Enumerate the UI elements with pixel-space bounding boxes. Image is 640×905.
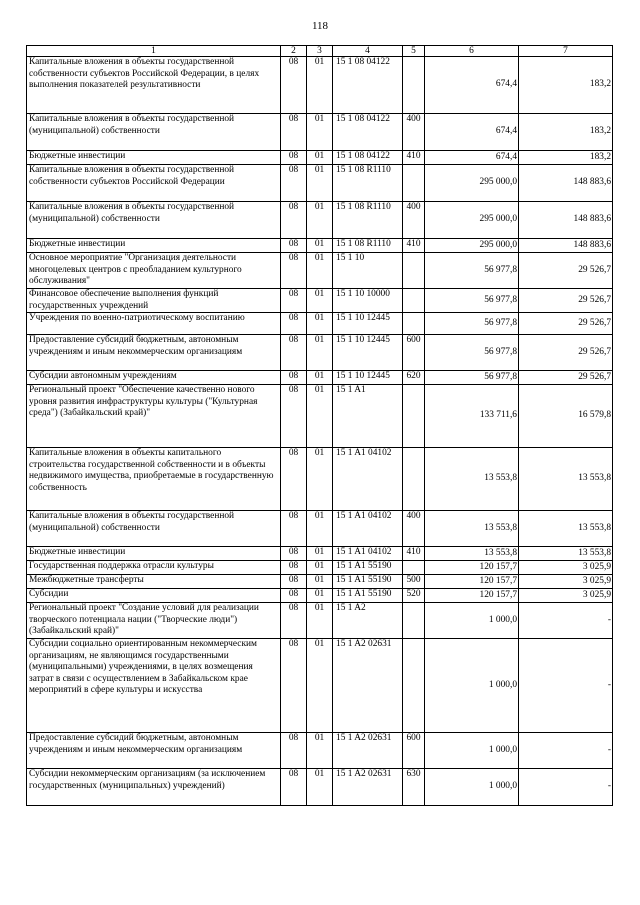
row-amount-planned: 56 977,8	[425, 289, 519, 313]
row-expense-type	[403, 57, 425, 114]
row-subsection: 01	[307, 289, 333, 313]
row-amount-planned: 120 157,7	[425, 589, 519, 603]
row-name: Капитальные вложения в объекты государственной собственности субъектов Российской Федерации	[27, 165, 281, 202]
table-row	[27, 371, 613, 385]
row-subsection: 01	[307, 769, 333, 806]
row-subsection: 01	[307, 547, 333, 561]
row-amount-executed: 13 553,8	[519, 448, 613, 511]
row-amount-planned: 1 000,0	[425, 639, 519, 733]
table-row	[27, 151, 613, 165]
row-name: Региональный проект "Создание условий для реализации творческого потенциала нации ("Творческие люди") (Забайкальский край)"	[27, 603, 281, 639]
row-name: Капитальные вложения в объекты государственной (муниципальной) собственности	[27, 511, 281, 547]
row-subsection: 01	[307, 589, 333, 603]
header-cell: 3	[307, 46, 333, 57]
row-target-code: 15 1 A1 55190	[333, 561, 403, 575]
row-amount-planned: 120 157,7	[425, 561, 519, 575]
row-name: Предоставление субсидий бюджетным, автономным учреждениям и иным некоммерческим организациям	[27, 335, 281, 371]
row-amount-executed: 13 553,8	[519, 511, 613, 547]
table-row	[27, 313, 613, 335]
row-subsection: 01	[307, 511, 333, 547]
row-amount-executed: -	[519, 733, 613, 769]
row-target-code: 15 1 08 04122	[333, 114, 403, 151]
row-expense-type	[403, 639, 425, 733]
row-amount-executed: 148 883,6	[519, 165, 613, 202]
row-amount-executed: 3 025,9	[519, 575, 613, 589]
row-amount-planned: 56 977,8	[425, 253, 519, 289]
row-section: 08	[281, 448, 307, 511]
row-amount-planned: 1 000,0	[425, 769, 519, 806]
row-amount-planned: 295 000,0	[425, 202, 519, 239]
row-name: Капитальные вложения в объекты государственной собственности субъектов Российской Федерации, в целях выполнения показателей результативности	[27, 57, 281, 114]
row-target-code: 15 1 10	[333, 253, 403, 289]
row-section: 08	[281, 575, 307, 589]
row-subsection: 01	[307, 575, 333, 589]
table-row	[27, 448, 613, 511]
table-row	[27, 165, 613, 202]
row-target-code: 15 1 A1 04102	[333, 448, 403, 511]
row-name: Региональный проект "Обеспечение качественно нового уровня развития инфраструктуры культуры ("Культурная среда") (Забайкальский край)"	[27, 385, 281, 448]
row-subsection: 01	[307, 448, 333, 511]
row-section: 08	[281, 371, 307, 385]
row-amount-planned: 295 000,0	[425, 239, 519, 253]
row-expense-type: 400	[403, 511, 425, 547]
table-header	[27, 46, 613, 57]
row-section: 08	[281, 335, 307, 371]
row-amount-planned: 133 711,6	[425, 385, 519, 448]
row-amount-executed: 183,2	[519, 57, 613, 114]
row-amount-planned: 56 977,8	[425, 313, 519, 335]
table-row	[27, 603, 613, 639]
row-amount-planned: 13 553,8	[425, 448, 519, 511]
row-subsection: 01	[307, 114, 333, 151]
header-cell: 1	[27, 46, 281, 57]
row-target-code: 15 1 A2 02631	[333, 733, 403, 769]
row-expense-type: 410	[403, 239, 425, 253]
table-row	[27, 589, 613, 603]
table-row	[27, 289, 613, 313]
header-row	[27, 46, 613, 57]
row-section: 08	[281, 589, 307, 603]
row-section: 08	[281, 57, 307, 114]
row-section: 08	[281, 733, 307, 769]
table-row	[27, 202, 613, 239]
row-section: 08	[281, 289, 307, 313]
row-amount-executed: 183,2	[519, 114, 613, 151]
row-expense-type: 410	[403, 547, 425, 561]
header-cell: 7	[519, 46, 613, 57]
table-row	[27, 385, 613, 448]
budget-table	[26, 45, 613, 806]
table-row	[27, 547, 613, 561]
table-body	[27, 57, 613, 806]
row-name: Учреждения по военно-патриотическому воспитанию	[27, 313, 281, 335]
row-amount-planned: 120 157,7	[425, 575, 519, 589]
row-amount-executed: 3 025,9	[519, 589, 613, 603]
row-target-code: 15 1 A1 55190	[333, 575, 403, 589]
row-section: 08	[281, 151, 307, 165]
row-subsection: 01	[307, 335, 333, 371]
row-subsection: 01	[307, 151, 333, 165]
header-cell: 4	[333, 46, 403, 57]
row-subsection: 01	[307, 253, 333, 289]
row-section: 08	[281, 239, 307, 253]
row-section: 08	[281, 114, 307, 151]
row-section: 08	[281, 385, 307, 448]
row-name: Основное мероприятие "Организация деятельности многоцелевых центров с преобладанием культурного обслуживания"	[27, 253, 281, 289]
row-amount-executed: 16 579,8	[519, 385, 613, 448]
row-expense-type: 400	[403, 114, 425, 151]
row-amount-executed: 183,2	[519, 151, 613, 165]
row-name: Государственная поддержка отрасли культуры	[27, 561, 281, 575]
row-target-code: 15 1 10 12445	[333, 313, 403, 335]
row-amount-executed: 29 526,7	[519, 371, 613, 385]
row-amount-executed: -	[519, 769, 613, 806]
row-target-code: 15 1 A1 04102	[333, 511, 403, 547]
row-name: Предоставление субсидий бюджетным, автономным учреждениям и иным некоммерческим организациям	[27, 733, 281, 769]
row-amount-executed: 3 025,9	[519, 561, 613, 575]
row-name: Бюджетные инвестиции	[27, 151, 281, 165]
row-target-code: 15 1 10 12445	[333, 371, 403, 385]
row-name: Бюджетные инвестиции	[27, 547, 281, 561]
row-name: Финансовое обеспечение выполнения функций государственных учреждений	[27, 289, 281, 313]
row-target-code: 15 1 A1	[333, 385, 403, 448]
row-target-code: 15 1 A1 55190	[333, 589, 403, 603]
header-cell: 5	[403, 46, 425, 57]
header-cell: 6	[425, 46, 519, 57]
row-amount-planned: 1 000,0	[425, 733, 519, 769]
row-subsection: 01	[307, 57, 333, 114]
table-row	[27, 575, 613, 589]
row-expense-type	[403, 603, 425, 639]
row-subsection: 01	[307, 639, 333, 733]
row-section: 08	[281, 202, 307, 239]
row-amount-planned: 674,4	[425, 57, 519, 114]
row-expense-type: 520	[403, 589, 425, 603]
row-target-code: 15 1 A2 02631	[333, 639, 403, 733]
table-row	[27, 733, 613, 769]
row-expense-type	[403, 165, 425, 202]
row-amount-executed: -	[519, 603, 613, 639]
table-row	[27, 561, 613, 575]
row-amount-executed: 29 526,7	[519, 313, 613, 335]
row-target-code: 15 1 08 R1110	[333, 165, 403, 202]
row-subsection: 01	[307, 603, 333, 639]
row-target-code: 15 1 10 12445	[333, 335, 403, 371]
row-amount-planned: 674,4	[425, 151, 519, 165]
row-expense-type	[403, 289, 425, 313]
row-section: 08	[281, 253, 307, 289]
row-target-code: 15 1 A2	[333, 603, 403, 639]
table-row	[27, 239, 613, 253]
row-section: 08	[281, 561, 307, 575]
row-amount-executed: 148 883,6	[519, 239, 613, 253]
row-section: 08	[281, 511, 307, 547]
row-amount-planned: 295 000,0	[425, 165, 519, 202]
row-name: Капитальные вложения в объекты государственной (муниципальной) собственности	[27, 114, 281, 151]
row-expense-type: 620	[403, 371, 425, 385]
row-subsection: 01	[307, 202, 333, 239]
row-target-code: 15 1 08 R1110	[333, 202, 403, 239]
row-target-code: 15 1 08 04122	[333, 57, 403, 114]
row-section: 08	[281, 639, 307, 733]
row-amount-executed: -	[519, 639, 613, 733]
row-amount-executed: 13 553,8	[519, 547, 613, 561]
row-expense-type: 600	[403, 335, 425, 371]
table-row	[27, 335, 613, 371]
row-section: 08	[281, 165, 307, 202]
row-section: 08	[281, 769, 307, 806]
table-row	[27, 769, 613, 806]
row-subsection: 01	[307, 385, 333, 448]
row-name: Субсидии социально ориентированным некоммерческим организациям, не являющимся государственными (муниципальными) учреждениями, в целях возмещения затрат в связи с осуществлением в Забайкальском крае мероприятий в сфере культуры и искусства	[27, 639, 281, 733]
row-subsection: 01	[307, 371, 333, 385]
row-expense-type	[403, 313, 425, 335]
row-subsection: 01	[307, 561, 333, 575]
row-name: Капитальные вложения в объекты государственной (муниципальной) собственности	[27, 202, 281, 239]
row-name: Межбюджетные трансферты	[27, 575, 281, 589]
table-row	[27, 253, 613, 289]
row-name: Капитальные вложения в объекты капитального строительства государственной собственности и в объекты недвижимого имущества, приобретаемые в государственную собственность	[27, 448, 281, 511]
row-target-code: 15 1 10 10000	[333, 289, 403, 313]
row-name: Субсидии автономным учреждениям	[27, 371, 281, 385]
table-row	[27, 639, 613, 733]
table-row	[27, 511, 613, 547]
row-name: Бюджетные инвестиции	[27, 239, 281, 253]
row-section: 08	[281, 547, 307, 561]
table-row	[27, 114, 613, 151]
row-expense-type: 600	[403, 733, 425, 769]
row-subsection: 01	[307, 239, 333, 253]
row-expense-type	[403, 448, 425, 511]
row-expense-type: 410	[403, 151, 425, 165]
row-expense-type	[403, 385, 425, 448]
row-name: Субсидии некоммерческим организациям (за исключением государственных (муниципальных) учреждений)	[27, 769, 281, 806]
row-amount-planned: 674,4	[425, 114, 519, 151]
row-section: 08	[281, 603, 307, 639]
row-expense-type: 500	[403, 575, 425, 589]
row-target-code: 15 1 08 R1110	[333, 239, 403, 253]
table-row	[27, 57, 613, 114]
row-amount-planned: 13 553,8	[425, 547, 519, 561]
row-target-code: 15 1 A1 04102	[333, 547, 403, 561]
row-expense-type: 630	[403, 769, 425, 806]
row-amount-executed: 29 526,7	[519, 289, 613, 313]
row-amount-planned: 56 977,8	[425, 371, 519, 385]
row-amount-planned: 56 977,8	[425, 335, 519, 371]
row-amount-executed: 29 526,7	[519, 335, 613, 371]
header-cell: 2	[281, 46, 307, 57]
row-subsection: 01	[307, 313, 333, 335]
row-amount-planned: 13 553,8	[425, 511, 519, 547]
row-target-code: 15 1 08 04122	[333, 151, 403, 165]
row-subsection: 01	[307, 165, 333, 202]
row-name: Субсидии	[27, 589, 281, 603]
row-expense-type: 400	[403, 202, 425, 239]
row-section: 08	[281, 313, 307, 335]
row-amount-executed: 148 883,6	[519, 202, 613, 239]
page-number: 118	[311, 20, 329, 32]
row-target-code: 15 1 A2 02631	[333, 769, 403, 806]
row-expense-type	[403, 561, 425, 575]
row-subsection: 01	[307, 733, 333, 769]
row-amount-planned: 1 000,0	[425, 603, 519, 639]
row-amount-executed: 29 526,7	[519, 253, 613, 289]
row-expense-type	[403, 253, 425, 289]
